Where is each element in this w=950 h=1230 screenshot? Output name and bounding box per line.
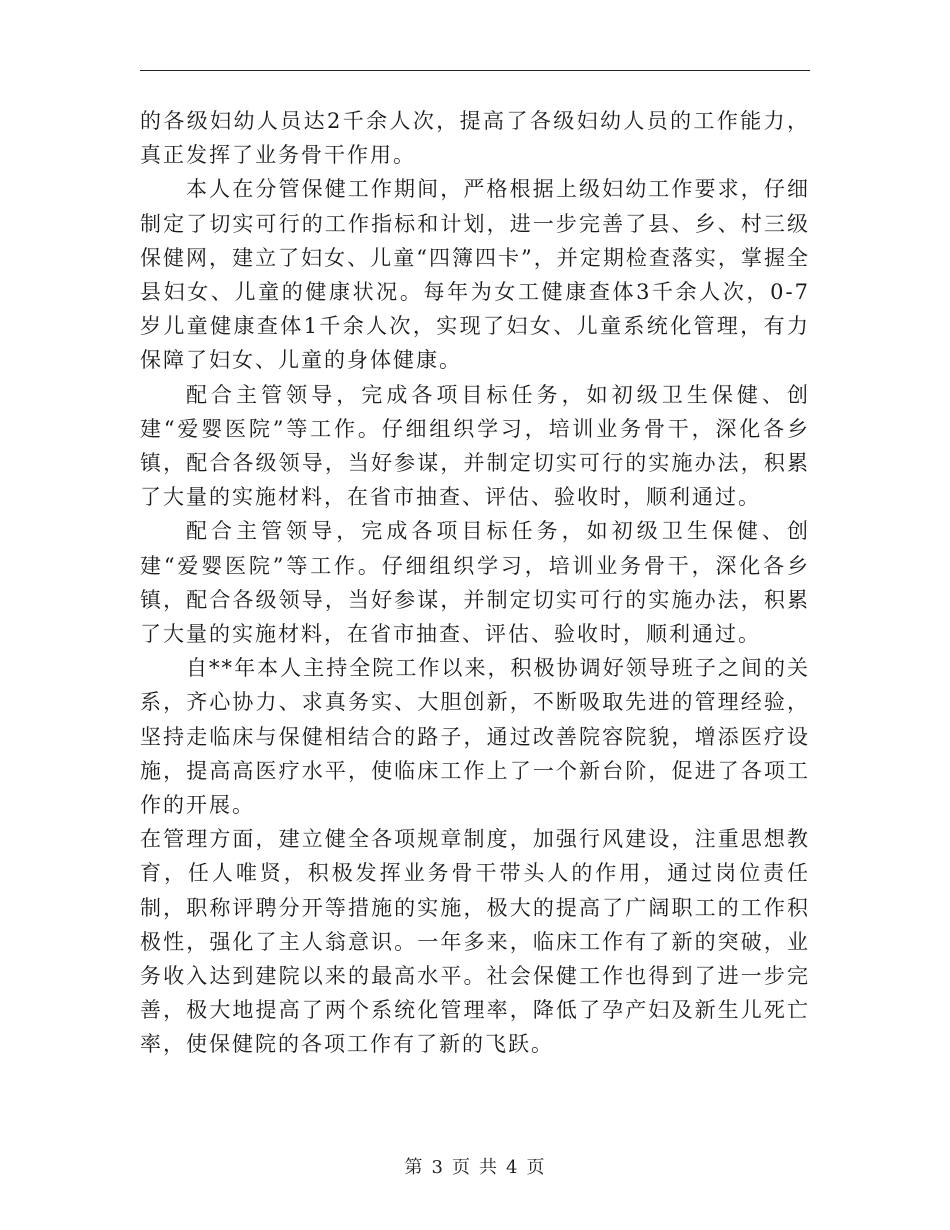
- page-footer: [0, 1153, 950, 1179]
- footer-label-total-unit: 页: [526, 1157, 546, 1178]
- paragraph-6: 在管理方面，建立健全各项规章制度，加强行风建设，注重思想教育，任人唯贤，积极发挥业务骨干带头人的作用，通过岗位责任制，职称评聘分开等措施的实施，极大的提高了广阔职工的工作积极性，强化了主人翁意识。一年多来，临床工作有了新的突破，业务收入达到建院以来的最高水平。社会保健工作也得到了进一步完善，极大地提高了两个系统化管理率，降低了孕产妇及新生儿死亡率，使保健院的各项工作有了新的飞跃。: [140, 827, 810, 1057]
- footer-label-total: 共: [479, 1157, 498, 1178]
- paragraph-3: 配合主管领导，完成各项目标任务，如初级卫生保健、创建“爱婴医院”等工作。仔细组织学习，培训业务骨干，深化各乡镇，配合各级领导，当好参谋，并制定切实可行的实施办法，积累了大量的实施材料，在省市抽查、评估、验收时，顺利通过。: [140, 382, 810, 510]
- footer-current-page: 3: [431, 1157, 444, 1178]
- document-body: [140, 104, 810, 1062]
- header-rule: [140, 70, 810, 71]
- footer-total-pages: 4: [506, 1157, 519, 1178]
- footer-label-page-unit: 页: [452, 1157, 471, 1178]
- footer-label-page: 第: [404, 1157, 424, 1178]
- paragraph-5: 自**年本人主持全院工作以来，积极协调好领导班子之间的关系，齐心协力、求真务实、大胆创新，不断吸取先进的管理经验，坚持走临床与保健相结合的路子，通过改善院容院貌，增添医疗设施，提高高医疗水平，使临床工作上了一个新台阶，促进了各项工作的开展。: [140, 656, 810, 818]
- paragraph-1: 的各级妇幼人员达2千余人次，提高了各级妇幼人员的工作能力，真正发挥了业务骨干作用。: [140, 109, 810, 168]
- paragraph-4: 配合主管领导，完成各项目标任务，如初级卫生保健、创建“爱婴医院”等工作。仔细组织学习，培训业务骨干，深化各乡镇，配合各级领导，当好参谋，并制定切实可行的实施办法，积累了大量的实施材料，在省市抽查、评估、验收时，顺利通过。: [140, 519, 810, 647]
- paragraph-2: 本人在分管保健工作期间，严格根据上级妇幼工作要求，仔细制定了切实可行的工作指标和计划，进一步完善了县、乡、村三级保健网，建立了妇女、儿童“四簿四卡”，并定期检查落实，掌握全县妇女、儿童的健康状况。每年为女工健康查体3千余人次，0-7岁儿童健康查体1千余人次，实现了妇女、儿童系统化管理，有力保障了妇女、儿童的身体健康。: [140, 177, 810, 373]
